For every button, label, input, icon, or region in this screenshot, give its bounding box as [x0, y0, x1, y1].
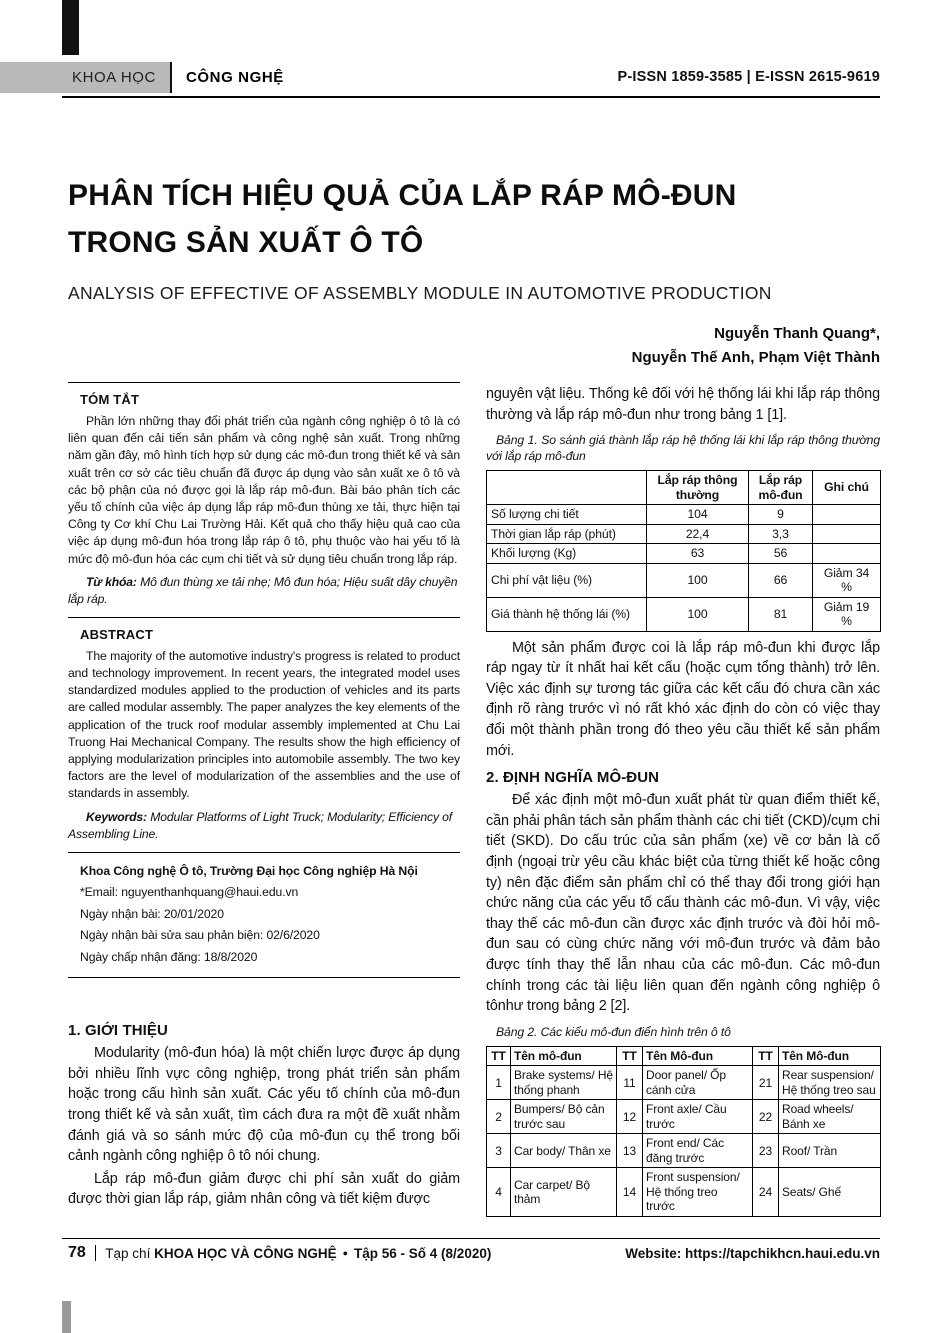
table-cell: Giảm 34 %: [813, 563, 881, 597]
tukhoa-label: Từ khóa:: [86, 574, 137, 589]
cong-nghe-label: CÔNG NGHỆ: [185, 69, 284, 86]
table-1-header-row: [487, 471, 881, 505]
table-cell: 21: [753, 1066, 779, 1100]
table-cell: Front end/ Các đăng trước: [643, 1134, 753, 1168]
table-cell: Số lượng chi tiết: [487, 505, 647, 525]
header-rule: [62, 96, 880, 98]
table-cell: 4: [487, 1168, 511, 1217]
after-table-1-paragraph: Một sản phẩm được coi là lắp ráp mô-đun khi được lắp ráp ngay từ ít nhất hai kết cấu (hoặc cụm tổng thành) trở lên. Việc xác định sự tương tác giữa các kết cấu đó chưa cần xác định rõ ràng trước vì nó rất khó xác định do còn có việc thay đổi một thành phần trong đó theo yêu cầu thiết kế sản phẩm mới.: [486, 639, 880, 759]
table-row: [487, 563, 881, 597]
footer-rule: [62, 1238, 880, 1239]
keywords-text: Modular Platforms of Light Truck; Modularity; Efficiency of Assembling Line.: [68, 809, 453, 841]
right-column: [486, 384, 880, 1217]
table-cell: Car body/ Thân xe: [511, 1134, 617, 1168]
table-row: [487, 1100, 881, 1134]
author-line-1: Nguyễn Thanh Quang*,: [714, 325, 880, 342]
table-cell: 22,4: [647, 524, 749, 544]
table-row: [487, 597, 881, 631]
table-cell: 22: [753, 1100, 779, 1134]
table-1: [486, 470, 881, 632]
keywords-line: [68, 809, 460, 843]
article-title-line2: TRONG SẢN XUẤT Ô TÔ: [68, 226, 424, 259]
table-cell: Door panel/ Ốp cánh cửa: [643, 1066, 753, 1100]
section-1-paragraph-1: Modularity (mô-đun hóa) là một chiến lược được áp dụng bởi nhiều lĩnh vực công nghiệp, trong phát triển sản phẩm hoặc trong cấu hình sản xuất. Các yếu tố chính của mô-đun trong thiết kế và sản xuất, tìm cách đưa ra một đề xuất nhằm đánh giá và so sánh mức độ của mô-đun cụ thể trong bối cảnh ngành công nghiệp ô tô nói chung.: [68, 1045, 460, 1165]
table-row: [487, 1134, 881, 1168]
table-cell: 3: [487, 1134, 511, 1168]
table-cell: Bumpers/ Bộ cản trước sau: [511, 1100, 617, 1134]
table-2-caption: Bảng 2. Các kiểu mô-đun điển hình trên ô tô: [496, 1024, 731, 1039]
table-cell: 14: [617, 1168, 643, 1217]
table-cell: Seats/ Ghế: [779, 1168, 881, 1217]
table-2: [486, 1046, 881, 1217]
journal-name: KHOA HỌC VÀ CÔNG NGHỆ: [154, 1245, 337, 1261]
abstract-box-mid-rule: [68, 617, 460, 618]
table-row: [487, 524, 881, 544]
article-info-block: [80, 861, 460, 969]
table-cell: 9: [749, 505, 813, 525]
table-cell: 12: [617, 1100, 643, 1134]
author-line-2: Nguyễn Thế Anh, Phạm Việt Thành: [631, 349, 880, 366]
footer-left: [68, 1244, 491, 1262]
article-title-line1: PHÂN TÍCH HIỆU QUẢ CỦA LẮP RÁP MÔ-ĐUN: [68, 179, 737, 212]
header-band: [0, 62, 298, 93]
table-row: [487, 505, 881, 525]
received-date: Ngày nhận bài: 20/01/2020: [80, 906, 224, 921]
table-2-header-name-3: Tên Mô-đun: [779, 1046, 881, 1066]
table-1-header-normal: Lắp ráp thông thường: [647, 471, 749, 505]
tomtat-heading: TÓM TẮT: [80, 392, 140, 407]
article-subtitle: ANALYSIS OF EFFECTIVE OF ASSEMBLY MODULE IN AUTOMOTIVE PRODUCTION: [68, 283, 772, 303]
footer-journal: [105, 1246, 491, 1261]
section-1-heading: 1. GIỚI THIỆU: [68, 1022, 168, 1040]
table-cell: 2: [487, 1100, 511, 1134]
table-cell: Rear suspension/ Hệ thống treo sau: [779, 1066, 881, 1100]
table-cell: [813, 524, 881, 544]
authors-block: [632, 322, 880, 370]
top-corner-print-mark: [62, 0, 79, 55]
keywords-label: Keywords:: [86, 809, 147, 824]
table-1-header-note: Ghi chú: [813, 471, 881, 505]
table-row: [487, 544, 881, 564]
abstract-text: The majority of the automotive industry's progress is related to product and technology improvement. In recent years, the integrated model uses standardized modules applied to the production of vehicles and its parts are called modular assembly. The paper analyzes the key elements of the application of the truck roof modular assembly implemented at Chu Lai Truong Hai Mechanical Company. The results show the high efficiency of applying modularization principles into automobile assembly. The two key factors are the level of modularization of the assemblies and the use of standards in assembly.: [68, 648, 460, 801]
section-2-heading: 2. ĐỊNH NGHĨA MÔ-ĐUN: [486, 769, 660, 787]
table-cell: Giá thành hệ thống lái (%): [487, 597, 647, 631]
table-2-header-tt-3: TT: [753, 1046, 779, 1066]
table-cell: Road wheels/ Bánh xe: [779, 1100, 881, 1134]
affiliation: Khoa Công nghệ Ô tô, Trường Đại học Công nghiệp Hà Nội: [80, 863, 418, 878]
table-cell: Roof/ Trần: [779, 1134, 881, 1168]
table-1-header-blank: [487, 471, 647, 505]
table-cell: 100: [647, 597, 749, 631]
abstract-heading: ABSTRACT: [80, 626, 154, 642]
table-cell: Front suspension/ Hệ thống treo trước: [643, 1168, 753, 1217]
issn-label: P-ISSN 1859-3585 | E-ISSN 2615-9619: [617, 69, 880, 85]
affiliation-top-rule: [68, 852, 460, 853]
table-1-header-module: Lắp ráp mô-đun: [749, 471, 813, 505]
section-2-paragraph-1: Để xác định một mô-đun xuất phát từ quan điểm thiết kế, cần phải phân tách sản phẩm thành các chi tiết (CKD)/cụm chi tiết (SKD). Do cấu trúc của sản phẩm (xe) về cơ bản là cố định (ngoại trừ yêu cầu khác biệt của từng thiết kế hoặc công ty) nên đặc điểm sản phẩm chỉ có thể thay đổi trong giới hạn chức năng của các yếu tố cấu thành các mô-đun. Vì vậy, việc thay thế các mô-đun cần được xác định trước và đòi hỏi mô-đun sau có cùng chức năng với mô-đun trước và đảm bảo được tính thay thế lẫn nhau của các mô-đun. Các mô-đun chính trong các tài liệu liên quan đến ngành công nghiệp ô tônhư trong bảng 2 [2].: [486, 792, 880, 1015]
table-cell: Car carpet/ Bộ thảm: [511, 1168, 617, 1217]
table-2-header-tt-1: TT: [487, 1046, 511, 1066]
abstract-box-top-rule: [68, 382, 460, 383]
table-cell: 81: [749, 597, 813, 631]
tukhoa-text: Mô đun thùng xe tải nhẹ; Mô đun hóa; Hiệu suất dây chuyền lắp ráp.: [68, 574, 458, 606]
header-section-khoa-hoc: [0, 62, 170, 93]
footer-separator: [95, 1245, 97, 1261]
tukhoa-line: [68, 574, 460, 608]
table-cell: 104: [647, 505, 749, 525]
left-column: [68, 382, 460, 1212]
table-cell: Brake systems/ Hệ thống phanh: [511, 1066, 617, 1100]
table-cell: 63: [647, 544, 749, 564]
table-cell: Front axle/ Cầu trước: [643, 1100, 753, 1134]
table-cell: [813, 505, 881, 525]
khoa-hoc-label: KHOA HỌC: [72, 69, 156, 86]
abstract-box-bottom-rule: [68, 977, 460, 978]
table-cell: Thời gian lắp ráp (phút): [487, 524, 647, 544]
table-cell: 3,3: [749, 524, 813, 544]
revised-date: Ngày nhận bài sửa sau phản biện: 02/6/2020: [80, 928, 320, 943]
article-title: [68, 172, 848, 266]
table-row: [487, 1066, 881, 1100]
table-row: [487, 1168, 881, 1217]
table-cell: Giảm 19 %: [813, 597, 881, 631]
page-number: 78: [68, 1244, 86, 1261]
continuation-paragraph: nguyên vật liệu. Thống kê đối với hệ thống lái khi lắp ráp thông thường và lắp ráp mô-đun như trong bảng 1 [1].: [486, 386, 880, 423]
table-cell: 100: [647, 563, 749, 597]
table-cell: Khối lượng (Kg): [487, 544, 647, 564]
section-1-paragraph-2: Lắp ráp mô-đun giảm được chi phí sản xuất do giảm được thời gian lắp ráp, giảm nhân công và tiết kiệm được: [68, 1170, 460, 1208]
bottom-corner-print-mark: [62, 1301, 71, 1333]
table-cell: 11: [617, 1066, 643, 1100]
table-1-caption: Bảng 1. So sánh giá thành lắp ráp hệ thống lái khi lắp ráp thông thường với lắp ráp mô-đun: [486, 433, 880, 464]
journal-prefix: Tạp chí: [105, 1245, 155, 1261]
table-2-header-name-1: Tên mô-đun: [511, 1046, 617, 1066]
issue-label: Tập 56 - Số 4 (8/2020): [354, 1245, 492, 1261]
header-section-cong-nghe: [172, 62, 298, 93]
tomtat-text: Phần lớn những thay đổi phát triển của ngành công nghiệp ô tô là có liên quan đến cải tiến sản phẩm và công nghệ sản xuất. Trong những năm gần đây, mô hình tích hợp sử dụng các mô-đun trong thiết kế và sản xuất trên cơ sở các tiêu chuẩn đã được áp dụng vào sản xuất xe ô tô và các bộ phận của nó được gọi là lắp ráp mô-đun. Bài báo phân tích các yếu tố chính của việc áp dụng lắp ráp mô-đun thùng xe tải, thực hiện tại Công ty Cơ khí Chu Lai Trường Hải. Kết quả cho thấy hiệu quả cao của việc áp dụng mô-đun hóa trong lắp ráp ô tô, phụ thuộc vào hai yếu tố là mức độ mô-đun hóa các cụm chi tiết và sử dụng tiêu chuẩn trong lắp ráp.: [68, 414, 460, 566]
table-cell: 13: [617, 1134, 643, 1168]
table-cell: Chi phí vật liệu (%): [487, 563, 647, 597]
accepted-date: Ngày chấp nhận đăng: 18/8/2020: [80, 949, 258, 964]
table-cell: [813, 544, 881, 564]
footer-bullet: ●: [342, 1247, 349, 1258]
email-line: *Email: nguyenthanhquang@haui.edu.vn: [80, 885, 299, 900]
website-label: Website: https://tapchikhcn.haui.edu.vn: [625, 1246, 880, 1261]
table-2-header-tt-2: TT: [617, 1046, 643, 1066]
table-cell: 66: [749, 563, 813, 597]
table-cell: 1: [487, 1066, 511, 1100]
table-cell: 56: [749, 544, 813, 564]
table-2-header-name-2: Tên Mô-đun: [643, 1046, 753, 1066]
table-cell: 24: [753, 1168, 779, 1217]
table-cell: 23: [753, 1134, 779, 1168]
table-2-header-row: [487, 1046, 881, 1066]
